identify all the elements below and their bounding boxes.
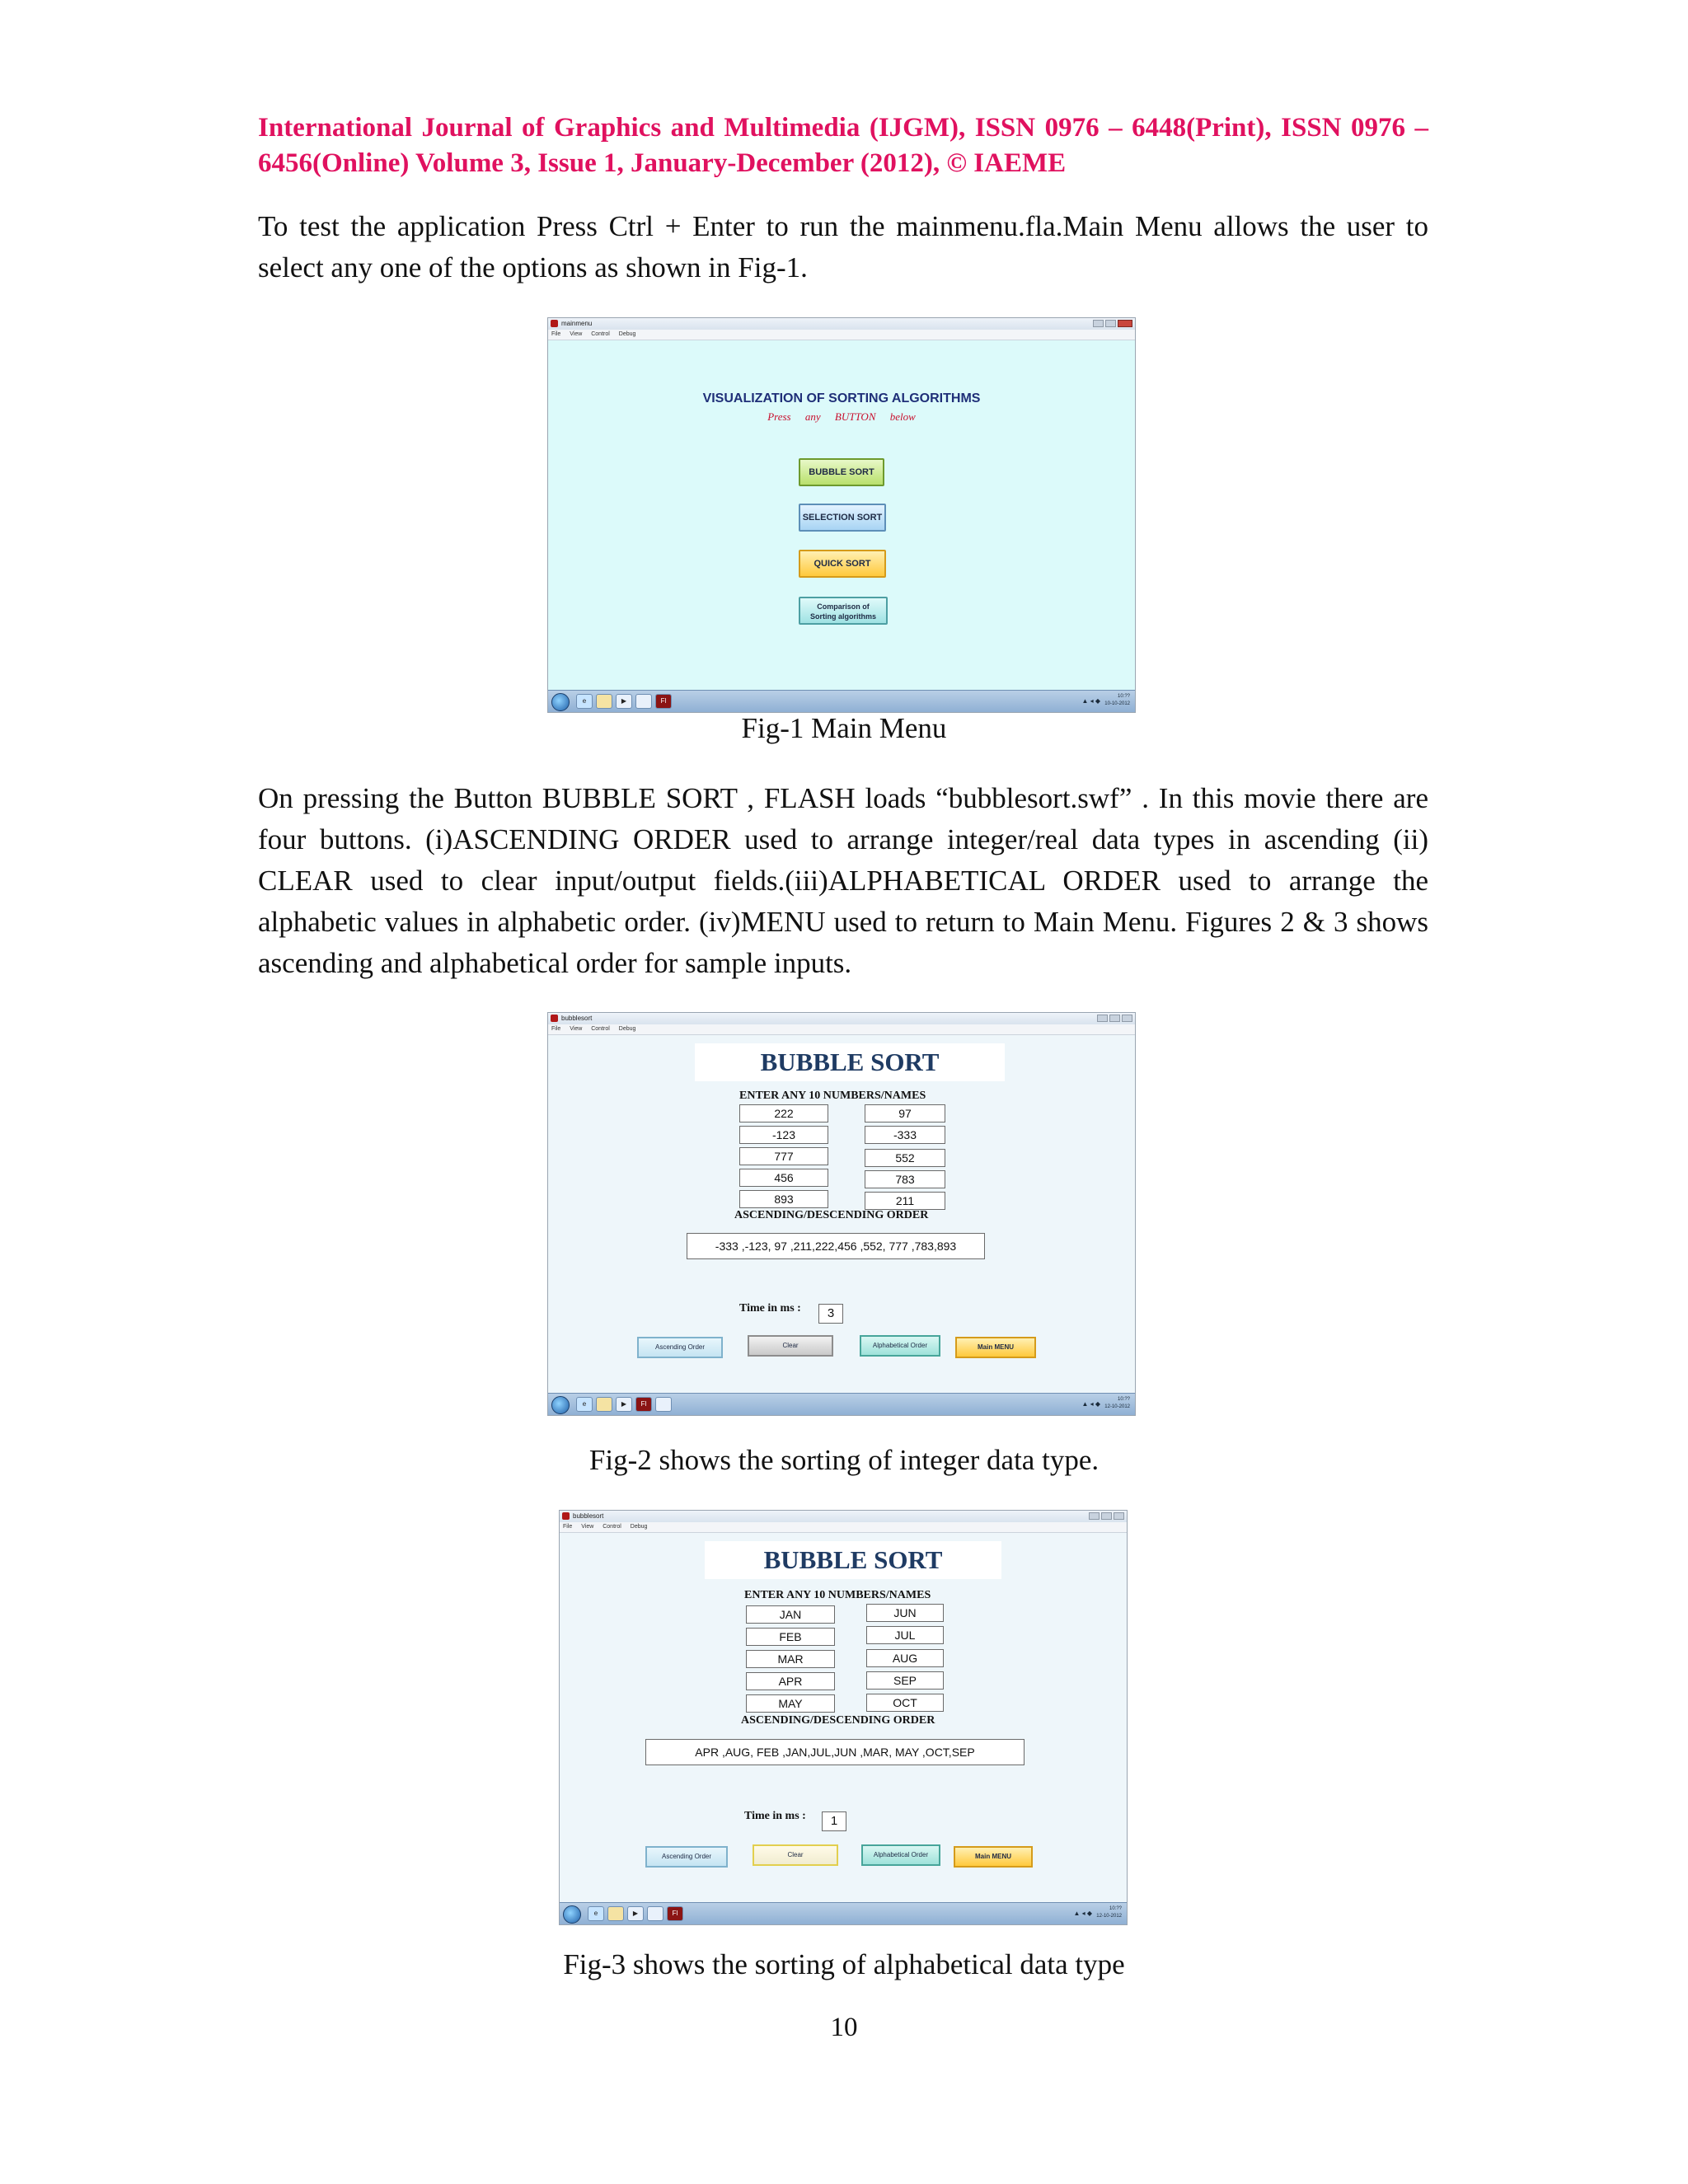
close-icon[interactable] <box>1118 320 1132 327</box>
order-label: ASCENDING/DESCENDING ORDER <box>734 1209 929 1221</box>
input-right-4[interactable]: 783 <box>865 1170 945 1188</box>
start-button-icon[interactable] <box>551 1396 570 1414</box>
tools-icon[interactable] <box>635 694 652 709</box>
bubble-sort-title: BUBBLE SORT <box>763 1545 943 1574</box>
close-icon[interactable] <box>1114 1512 1124 1520</box>
fig2-caption: Fig-2 shows the sorting of integer data type. <box>588 1444 1100 1476</box>
browser-icon[interactable]: e <box>588 1906 604 1921</box>
menu-file[interactable]: File <box>563 1524 573 1530</box>
start-button-icon[interactable] <box>551 693 570 711</box>
quick-sort-button[interactable]: QUICK SORT <box>799 550 886 578</box>
fig2-clock <box>1104 1396 1130 1411</box>
media-player-icon[interactable]: ▶ <box>616 694 632 709</box>
system-tray-icons: ▲ ◂ ◆ <box>1073 1910 1092 1917</box>
input-right-5[interactable]: 211 <box>865 1192 945 1210</box>
input-left-1[interactable]: 222 <box>739 1104 828 1122</box>
result-field[interactable]: APR ,AUG, FEB ,JAN,JUL,JUN ,MAR, MAY ,OCT,SEP <box>645 1739 1025 1765</box>
result-field[interactable]: -333 ,-123, 97 ,211,222,456 ,552, 777 ,783,893 <box>687 1233 985 1259</box>
input-left-3[interactable]: MAR <box>746 1650 835 1668</box>
main-menu-stage <box>548 340 1135 690</box>
clear-button[interactable]: Clear <box>748 1335 833 1357</box>
input-right-1[interactable]: JUN <box>866 1604 944 1622</box>
folder-icon[interactable] <box>596 1397 612 1412</box>
fig3-menubar <box>560 1522 1127 1533</box>
input-left-1[interactable]: JAN <box>746 1605 835 1624</box>
maximize-icon[interactable] <box>1101 1512 1112 1520</box>
menu-view[interactable]: View <box>581 1524 594 1530</box>
fig1-screenshot <box>547 317 1136 713</box>
input-right-3[interactable]: 552 <box>865 1149 945 1167</box>
media-player-icon[interactable]: ▶ <box>627 1906 644 1921</box>
journal-header: International Journal of Graphics and Multimedia (IJGM), ISSN 0976 – 6448(Print), ISSN 0976 – 6456(Online) Volume 3, Issue 1, January-December (2012), © IAEME <box>258 113 1428 178</box>
input-left-2[interactable]: FEB <box>746 1628 835 1646</box>
folder-icon[interactable] <box>596 694 612 709</box>
input-right-4[interactable]: SEP <box>866 1671 944 1690</box>
input-right-3[interactable]: AUG <box>866 1649 944 1667</box>
time-value: 1 <box>822 1811 846 1831</box>
tools-icon[interactable] <box>655 1397 672 1412</box>
alphabetical-order-button[interactable]: Alphabetical Order <box>860 1335 940 1357</box>
fig2-screenshot <box>547 1012 1136 1416</box>
menu-debug[interactable]: Debug <box>630 1524 648 1530</box>
fig1-caption: Fig-1 Main Menu <box>741 712 947 744</box>
body-paragraph: On pressing the Button BUBBLE SORT , FLASH loads “bubblesort.swf” . In this movie there are four buttons. (i)ASCENDING ORDER used to arrange integer/real data types in ascending (ii) CLEAR used to clear input/output fields.(iii)ALPHABETICAL ORDER used to arrange the alphabetic values in alphabetic order. (iv)MENU used to return to Main Menu. Figures 2 & 3 shows ascending and alphabetical order for sample inputs. <box>258 782 1428 979</box>
flash-taskbar-icon[interactable]: Fl <box>655 694 672 709</box>
input-left-3[interactable]: 777 <box>739 1147 828 1165</box>
input-left-4[interactable]: 456 <box>739 1169 828 1187</box>
menu-file[interactable]: File <box>551 331 561 337</box>
main-menu-button[interactable]: Main MENU <box>954 1846 1033 1868</box>
order-label: ASCENDING/DESCENDING ORDER <box>741 1714 935 1727</box>
input-left-5[interactable]: MAY <box>746 1694 835 1713</box>
minimize-icon[interactable] <box>1093 320 1104 327</box>
maximize-icon[interactable] <box>1109 1015 1120 1022</box>
selection-sort-button[interactable]: SELECTION SORT <box>799 504 886 532</box>
fig2-clock-date: 12-10-2012 <box>1104 1404 1130 1409</box>
title-panel <box>705 1541 1001 1579</box>
menu-view[interactable]: View <box>570 1026 583 1032</box>
window-controls <box>1097 1015 1132 1023</box>
fig2-titlebar <box>548 1013 1135 1024</box>
bubble-sort-stage <box>560 1533 1127 1902</box>
minimize-icon[interactable] <box>1097 1015 1108 1022</box>
fig1-clock <box>1104 693 1130 708</box>
fig1-taskbar <box>548 690 1135 712</box>
menu-file[interactable]: File <box>551 1026 561 1032</box>
browser-icon[interactable]: e <box>576 1397 593 1412</box>
main-menu-button[interactable]: Main MENU <box>955 1337 1036 1358</box>
tools-icon[interactable] <box>647 1906 663 1921</box>
browser-icon[interactable]: e <box>576 694 593 709</box>
input-right-5[interactable]: OCT <box>866 1694 944 1712</box>
time-label: Time in ms : <box>744 1810 806 1822</box>
intro-paragraph: To test the application Press Ctrl + Enter to run the mainmenu.fla.Main Menu allows the user to select any one of the options as shown in Fig-1. <box>258 210 1428 284</box>
flash-player-icon <box>551 320 558 327</box>
time-value: 3 <box>818 1304 843 1324</box>
menu-view[interactable]: View <box>570 331 583 337</box>
alphabetical-order-button[interactable]: Alphabetical Order <box>861 1844 940 1866</box>
flash-taskbar-icon[interactable]: Fl <box>667 1906 683 1921</box>
page-number: 10 <box>830 2013 858 2042</box>
fig2-menubar <box>548 1024 1135 1035</box>
input-left-2[interactable]: -123 <box>739 1126 828 1144</box>
ascending-order-button[interactable]: Ascending Order <box>645 1846 728 1868</box>
menu-control[interactable]: Control <box>591 1026 610 1032</box>
fig3-window-title: bubblesort <box>573 1512 604 1520</box>
fig1-window-title: mainmenu <box>561 320 593 327</box>
fig3-clock-time: 10:?? <box>1109 1906 1122 1911</box>
fig3-clock-date: 12-10-2012 <box>1096 1914 1122 1919</box>
visualization-subtitle: Press any BUTTON below <box>767 410 916 423</box>
window-controls <box>1093 320 1132 328</box>
comparison-label-line2: Sorting algorithms <box>809 612 876 621</box>
fig3-titlebar <box>560 1511 1127 1522</box>
input-right-2[interactable]: JUL <box>866 1626 944 1644</box>
maximize-icon[interactable] <box>1105 320 1116 327</box>
menu-debug[interactable]: Debug <box>618 331 636 337</box>
fig1-clock-date: 10-10-2012 <box>1104 701 1130 706</box>
fig3-clock <box>1096 1905 1122 1920</box>
fig1-titlebar <box>548 318 1135 330</box>
enter-numbers-label: ENTER ANY 10 NUMBERS/NAMES <box>739 1090 926 1102</box>
flash-player-icon <box>562 1512 570 1520</box>
fig3-screenshot <box>559 1510 1128 1925</box>
fig1-clock-time: 10:?? <box>1117 694 1130 699</box>
flash-player-icon <box>551 1015 558 1022</box>
enter-names-label: ENTER ANY 10 NUMBERS/NAMES <box>744 1589 931 1601</box>
comparison-label-line1: Comparison of <box>817 602 870 611</box>
bubble-sort-button[interactable]: BUBBLE SORT <box>799 458 884 486</box>
system-tray-icons: ▲ ◂ ◆ <box>1081 697 1100 705</box>
input-left-5[interactable]: 893 <box>739 1190 828 1208</box>
menu-control[interactable]: Control <box>603 1524 621 1530</box>
media-player-icon[interactable]: ▶ <box>616 1397 632 1412</box>
clear-button[interactable]: Clear <box>753 1844 838 1866</box>
menu-control[interactable]: Control <box>591 331 610 337</box>
title-panel <box>695 1043 1005 1081</box>
fig3-taskbar <box>560 1902 1127 1924</box>
menu-debug[interactable]: Debug <box>618 1026 636 1032</box>
window-controls <box>1089 1512 1124 1521</box>
ascending-order-button[interactable]: Ascending Order <box>637 1337 723 1358</box>
close-icon[interactable] <box>1122 1015 1132 1022</box>
system-tray-icons: ▲ ◂ ◆ <box>1081 1400 1100 1408</box>
fig2-taskbar <box>548 1393 1135 1415</box>
visualization-title: VISUALIZATION OF SORTING ALGORITHMS <box>702 391 981 405</box>
time-label: Time in ms : <box>739 1302 801 1315</box>
fig2-window-title: bubblesort <box>561 1015 593 1022</box>
fig2-clock-time: 10:?? <box>1117 1397 1130 1402</box>
bubble-sort-stage <box>548 1035 1135 1393</box>
fig3-caption: Fig-3 shows the sorting of alphabetical data type <box>563 1948 1125 1980</box>
minimize-icon[interactable] <box>1089 1512 1100 1520</box>
input-right-1[interactable]: 97 <box>865 1104 945 1122</box>
flash-taskbar-icon[interactable]: Fl <box>635 1397 652 1412</box>
fig1-menubar <box>548 330 1135 340</box>
folder-icon[interactable] <box>607 1906 624 1921</box>
input-right-2[interactable]: -333 <box>865 1126 945 1144</box>
input-left-4[interactable]: APR <box>746 1672 835 1690</box>
bubble-sort-title: BUBBLE SORT <box>760 1047 940 1076</box>
start-button-icon[interactable] <box>563 1905 581 1924</box>
comparison-button[interactable] <box>799 597 888 625</box>
